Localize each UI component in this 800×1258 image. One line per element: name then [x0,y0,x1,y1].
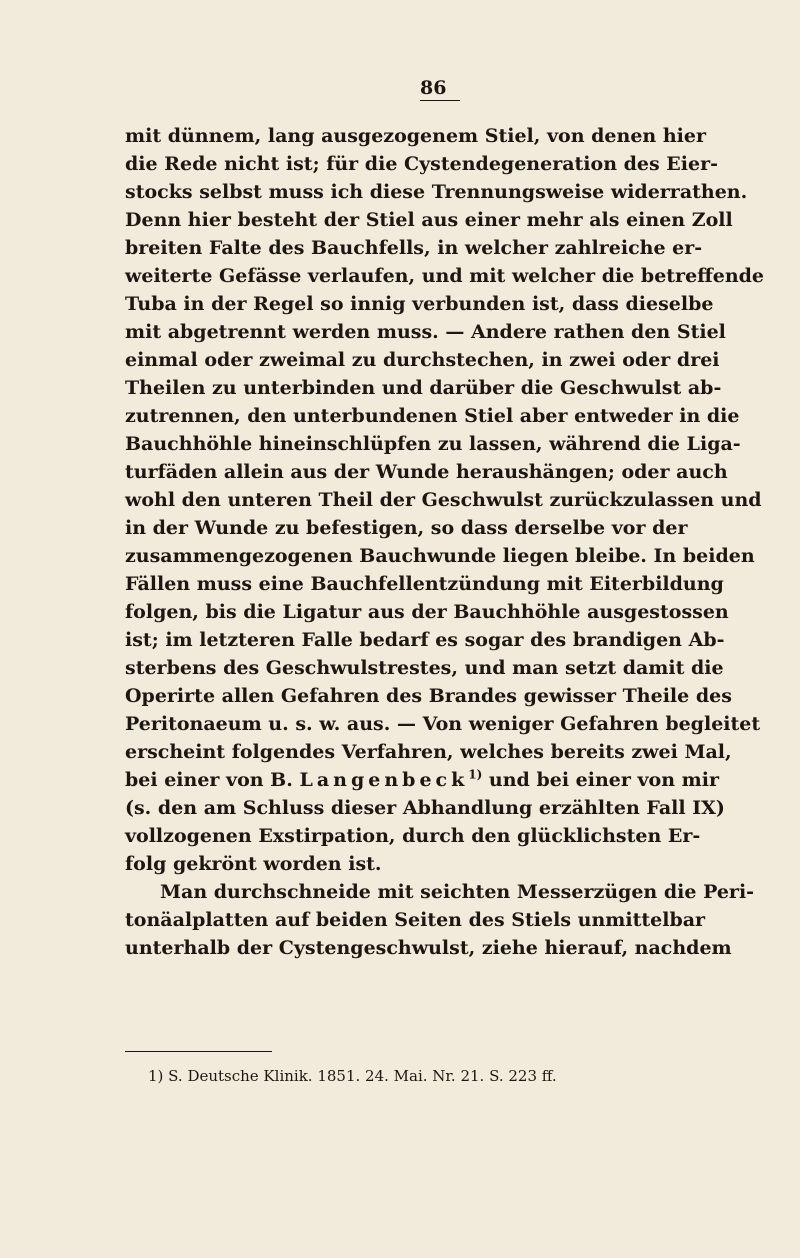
text-line: zusammengezogenen Bauchwunde liegen bleibe. In beiden [125,545,755,567]
page-number: 86 [420,77,447,99]
text-line: (s. den am Schluss dieser Abhandlung erzählten Fall IX) [125,797,725,819]
text-line: turfäden allein aus der Wunde heraushängen; oder auch [125,461,728,483]
text-segment: bei einer von B. [125,769,300,791]
text-line: weiterte Gefässe verlaufen, und mit welcher die betreffende [125,265,765,287]
footnote: 1) S. Deutsche Klinik. 1851. 24. Mai. Nr. 21. S. 223 ff. [148,1067,557,1085]
text-line: folg gekrönt worden ist. [125,853,382,875]
text-line: Theilen zu unterbinden und darüber die Geschwulst ab- [125,377,722,399]
text-line: Peritonaeum u. s. w. aus. — Von weniger Gefahren begleitet [125,713,761,735]
text-line: mit dünnem, lang ausgezogenem Stiel, von denen hier [125,125,706,147]
text-line: folgen, bis die Ligatur aus der Bauchhöhle ausgestossen [125,601,729,623]
text-line: in der Wunde zu befestigen, so dass derselbe vor der [125,517,688,539]
text-line: mit abgetrennt werden muss. — Andere rathen den Stiel [125,321,726,343]
text-line: ist; im letzteren Falle bedarf es sogar des brandigen Ab- [125,629,725,651]
footnote-rule [125,1051,272,1052]
text-line: Bauchhöhle hineinschlüpfen zu lassen, während die Liga- [125,433,741,455]
text-line: Operirte allen Gefahren des Brandes gewisser Theile des [125,685,732,707]
text-line: wohl den unteren Theil der Geschwulst zurückzulassen und [125,489,762,511]
page-number-underline [420,100,460,101]
text-line: Denn hier besteht der Stiel aus einer mehr als einen Zoll [125,209,733,231]
text-line: erscheint folgendes Verfahren, welches bereits zwei Mal, [125,741,732,763]
text-line: sterbens des Geschwulstrestes, und man setzt damit die [125,657,724,679]
text-line: vollzogenen Exstirpation, durch den glücklichsten Er- [125,825,701,847]
text-line: zutrennen, den unterbundenen Stiel aber entweder in die [125,405,740,427]
text-line: Man durchschneide mit seichten Messerzügen die Peri- [160,881,755,903]
text-line: Tuba in der Regel so innig verbunden ist, dass dieselbe [125,293,714,315]
text-line: einmal oder zweimal zu durchstechen, in zwei oder drei [125,349,720,371]
text-line: die Rede nicht ist; für die Cystendegeneration des Eier- [125,153,718,175]
text-line: unterhalb der Cystengeschwulst, ziehe hierauf, nachdem [125,937,732,959]
author-name: Langenbeck [299,769,469,791]
text-line: breiten Falte des Bauchfells, in welcher zahlreiche er- [125,237,703,259]
text-line-langenbeck [125,766,719,794]
text-segment: und bei einer von mir [482,769,719,791]
text-line: stocks selbst muss ich diese Trennungsweise widerrathen. [125,181,748,203]
text-line: tonäalplatten auf beiden Seiten des Stiels unmittelbar [125,909,706,931]
text-line: Fällen muss eine Bauchfellentzündung mit Eiterbildung [125,573,724,595]
footnote-marker: 1) [468,767,483,782]
